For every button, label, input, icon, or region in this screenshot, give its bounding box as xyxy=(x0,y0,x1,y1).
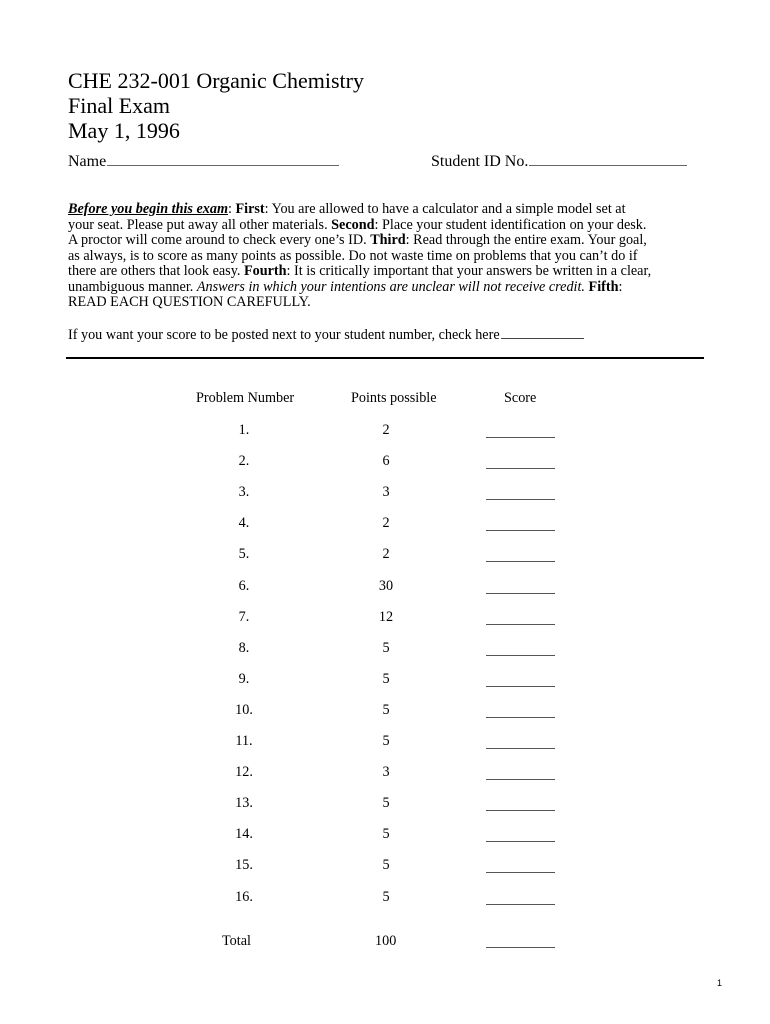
score-blank[interactable] xyxy=(486,810,555,811)
step-fourth-text-cont: unambiguous manner. xyxy=(68,278,194,295)
step-third-label: Third xyxy=(370,232,406,248)
score-blank[interactable] xyxy=(486,717,555,718)
step-fifth-label: Fifth xyxy=(588,278,619,295)
table-row xyxy=(0,733,770,753)
score-blank[interactable] xyxy=(486,468,555,469)
points-possible: 5 xyxy=(382,670,390,687)
instructions-lead: Before you begin this exam xyxy=(68,201,228,217)
problem-number: 9. xyxy=(238,670,250,687)
student-id-field[interactable] xyxy=(431,153,687,171)
step-second-text-cont: A proctor will come around to check every one’s ID. xyxy=(68,232,367,248)
problem-number: 12. xyxy=(235,764,253,781)
table-row xyxy=(0,889,770,909)
name-field[interactable] xyxy=(68,153,339,171)
table-row xyxy=(0,609,770,629)
step-third-text: Read through the entire exam. Your goal, xyxy=(413,232,647,248)
score-blank[interactable] xyxy=(486,437,555,438)
problem-number: 3. xyxy=(238,484,250,501)
table-row xyxy=(0,484,770,504)
score-blank[interactable] xyxy=(486,624,555,625)
step-second-label: Second xyxy=(331,216,375,233)
total-score-blank[interactable] xyxy=(486,947,555,948)
step-third-text-cont: as always, is to score as many points as possible. Do not waste time on problems that you can’t do if xyxy=(68,247,638,264)
problem-number: 7. xyxy=(238,608,250,625)
points-possible: 3 xyxy=(382,484,390,501)
post-score-blank[interactable] xyxy=(501,338,584,339)
points-possible: 2 xyxy=(382,422,390,438)
score-blank[interactable] xyxy=(486,686,555,687)
points-possible: 5 xyxy=(382,795,390,812)
table-row xyxy=(0,640,770,660)
step-fourth-text: It is critically important that your answers be written in a clear, xyxy=(294,263,652,279)
points-possible: 5 xyxy=(382,639,390,656)
score-blank[interactable] xyxy=(486,872,555,873)
table-row xyxy=(0,702,770,722)
total-label: Total xyxy=(222,933,251,949)
name-label: Name xyxy=(68,153,107,170)
page-number: 1 xyxy=(717,978,723,988)
table-row xyxy=(0,826,770,846)
table-row xyxy=(0,671,770,691)
header-points-possible: Points possible xyxy=(351,390,437,406)
total-points: 100 xyxy=(375,933,397,949)
points-possible: 30 xyxy=(378,577,394,594)
post-score-label: If you want your score to be posted next to your student number, check here xyxy=(68,327,500,343)
step-fourth-label: Fourth xyxy=(243,263,287,279)
step-first-text: You are allowed to have a calculator and a simple model set at xyxy=(271,201,626,217)
table-row xyxy=(0,578,770,598)
score-blank[interactable] xyxy=(486,499,555,500)
table-row xyxy=(0,422,770,442)
problem-number: 14. xyxy=(235,826,253,843)
step-fourth-warning: Answers in which your intentions are unclear will not receive credit. xyxy=(196,278,585,295)
section-divider xyxy=(66,357,704,359)
step-first-label: First xyxy=(235,201,265,217)
problem-number: 15. xyxy=(235,857,253,874)
exam-date: May 1, 1996 xyxy=(68,118,180,143)
points-possible: 2 xyxy=(382,546,390,563)
course-title: CHE 232-001 Organic Chemistry xyxy=(68,68,364,93)
points-possible: 3 xyxy=(382,764,390,781)
table-row xyxy=(0,857,770,877)
table-row xyxy=(0,515,770,535)
problem-number: 11. xyxy=(235,733,253,749)
problem-number: 6. xyxy=(238,577,250,594)
score-blank[interactable] xyxy=(486,655,555,656)
problem-number: 16. xyxy=(235,888,253,905)
step-first-text-cont: your seat. Please put away all other materials. xyxy=(68,216,328,233)
problem-number: 10. xyxy=(235,701,253,718)
points-possible: 5 xyxy=(382,888,390,905)
points-possible: 6 xyxy=(382,453,390,470)
header-score: Score xyxy=(504,390,537,406)
table-row xyxy=(0,795,770,815)
points-possible: 5 xyxy=(382,701,390,718)
instructions: Before you begin this exam: First: You are allowed to have a calculator and a simple model set at your seat. Please put away all other materials. Second: Place your student identification on your desk. A proctor will come around to check every one’s ID. Third: Read through the entire exam. Your goal, as always, is to score as many points as possible. Do not waste time on problems that you can’t do if there are others that look easy. Fourth: It is critically important that your answers be written in a clear, unambiguous manner. Answers in which your intentions are unclear will not receive credit. Fifth: READ EACH QUESTION CAREFULLY. xyxy=(68,202,708,311)
name-blank[interactable] xyxy=(107,164,339,166)
score-blank[interactable] xyxy=(486,593,555,594)
score-blank[interactable] xyxy=(486,530,555,531)
points-possible: 5 xyxy=(382,857,390,874)
points-possible: 2 xyxy=(382,515,390,532)
problem-number: 2. xyxy=(238,453,250,470)
table-row xyxy=(0,546,770,566)
score-blank[interactable] xyxy=(486,841,555,842)
points-possible: 5 xyxy=(382,826,390,843)
post-score-field[interactable] xyxy=(68,327,584,344)
score-blank[interactable] xyxy=(486,748,555,749)
table-row xyxy=(0,764,770,784)
step-fifth-text: READ EACH QUESTION CAREFULLY. xyxy=(68,294,311,310)
points-possible: 5 xyxy=(382,733,390,749)
problem-number: 4. xyxy=(238,515,250,532)
problem-number: 1. xyxy=(238,422,250,438)
score-blank[interactable] xyxy=(486,561,555,562)
student-id-blank[interactable] xyxy=(529,164,687,166)
score-blank[interactable] xyxy=(486,904,555,905)
problem-number: 8. xyxy=(238,639,250,656)
total-score-row xyxy=(0,933,770,953)
problem-number: 5. xyxy=(238,546,250,563)
exam-name: Final Exam xyxy=(68,93,171,118)
points-possible: 12 xyxy=(378,608,394,625)
problem-number: 13. xyxy=(235,795,253,812)
step-third-text-end: there are others that look easy. xyxy=(68,263,241,279)
exam-title xyxy=(68,68,364,143)
step-second-text: Place your student identification on your desk. xyxy=(382,216,647,233)
score-blank[interactable] xyxy=(486,779,555,780)
student-id-label: Student ID No. xyxy=(431,153,529,170)
table-row xyxy=(0,453,770,473)
header-problem-number: Problem Number xyxy=(196,390,295,406)
